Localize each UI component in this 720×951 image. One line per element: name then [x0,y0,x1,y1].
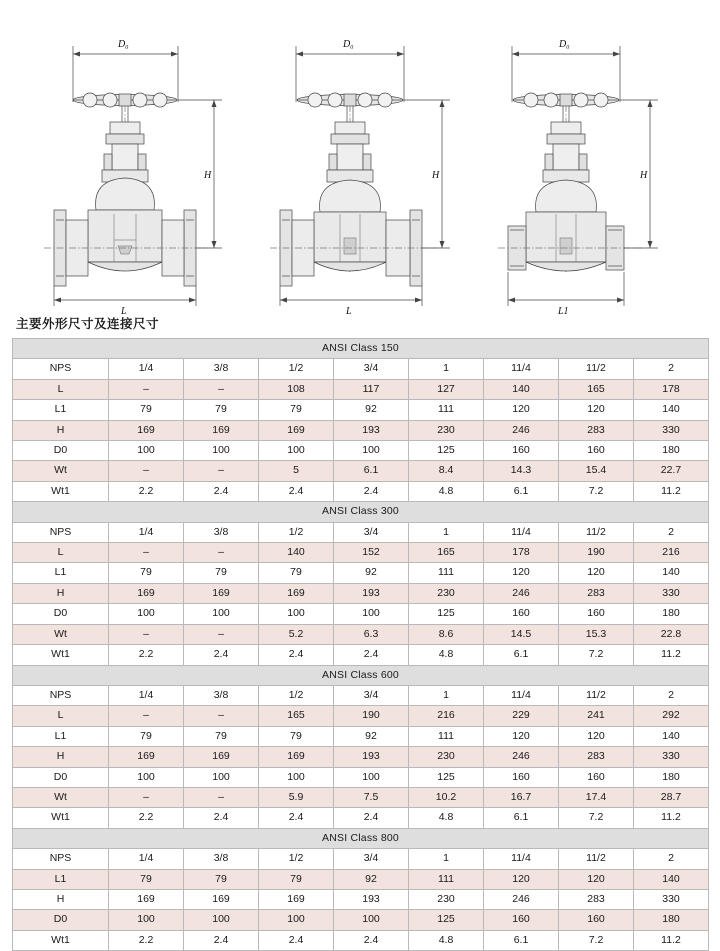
table-row [13,522,709,542]
table-cell: – [184,379,259,399]
table-cell: 169 [109,747,184,767]
table-cell: 169 [259,420,334,440]
table-cell: 160 [484,767,559,787]
table-cell: 4.8 [409,645,484,665]
row-label: L [13,379,109,399]
group-title: ANSI Class 800 [13,828,709,848]
table-cell: 11/2 [559,359,634,379]
table-cell: 193 [334,420,409,440]
table-cell: 3/4 [334,685,409,705]
table-cell: – [109,543,184,563]
table-cell: 178 [484,543,559,563]
table-cell: 169 [109,583,184,603]
table-cell: 169 [109,889,184,909]
table-cell: 140 [634,869,709,889]
table-cell: 4.8 [409,481,484,501]
table-cell: 3/4 [334,849,409,869]
table-cell: 120 [484,400,559,420]
table-row [13,400,709,420]
table-cell: 169 [109,420,184,440]
table-cell: 79 [184,400,259,420]
figure-flanged-gate-valve [246,14,474,314]
table-cell: 100 [259,910,334,930]
table-cell: 79 [109,869,184,889]
table-cell: 283 [559,583,634,603]
table-cell: 180 [634,441,709,461]
row-label: NPS [13,522,109,542]
table-cell: 1/4 [109,522,184,542]
table-group-header [13,502,709,522]
table-cell: 169 [184,583,259,603]
table-cell: 2.2 [109,645,184,665]
table-row [13,481,709,501]
table-cell: 140 [634,726,709,746]
table-cell: 193 [334,889,409,909]
row-label: D0 [13,910,109,930]
dim-label-h-2: H [432,170,440,181]
table-cell: 10.2 [409,787,484,807]
table-cell: 160 [484,910,559,930]
table-cell: 11.2 [634,645,709,665]
table-cell: – [184,706,259,726]
dim-label-l1-3: L1 [558,306,569,314]
row-label: Wt1 [13,808,109,828]
table-cell: 3/8 [184,849,259,869]
table-cell: 79 [109,563,184,583]
table-row [13,706,709,726]
table-cell: 92 [334,563,409,583]
table-cell: 111 [409,563,484,583]
table-cell: 100 [109,441,184,461]
table-cell: 2 [634,359,709,379]
table-cell: 125 [409,604,484,624]
table-cell: 120 [559,726,634,746]
table-cell: 2.4 [334,930,409,950]
table-group-header [13,339,709,359]
row-label: H [13,889,109,909]
group-title: ANSI Class 300 [13,502,709,522]
table-cell: 216 [409,706,484,726]
table-cell: 241 [559,706,634,726]
table-cell: 230 [409,747,484,767]
table-cell: – [109,787,184,807]
row-label: L [13,706,109,726]
table-cell: 180 [634,604,709,624]
table-cell: 1 [409,849,484,869]
table-cell: 100 [334,604,409,624]
table-group-header [13,828,709,848]
dim-label-l-1: L [121,306,127,314]
table-cell: 140 [484,379,559,399]
table-cell: 6.1 [484,481,559,501]
table-cell: 11/4 [484,522,559,542]
table-cell: 152 [334,543,409,563]
table-row [13,461,709,481]
table-cell: 2.2 [109,930,184,950]
table-row [13,869,709,889]
table-cell: 169 [184,420,259,440]
table-row [13,685,709,705]
table-cell: 169 [259,747,334,767]
table-cell: 100 [109,910,184,930]
table-cell: 92 [334,869,409,889]
row-label: Wt1 [13,930,109,950]
table-cell: 22.7 [634,461,709,481]
table-cell: 1/2 [259,685,334,705]
table-cell: 330 [634,889,709,909]
table-cell: 127 [409,379,484,399]
table-cell: 165 [559,379,634,399]
table-cell: 2.4 [259,808,334,828]
table-cell: – [109,461,184,481]
row-label: NPS [13,359,109,379]
table-cell: 292 [634,706,709,726]
table-cell: 79 [259,400,334,420]
table-cell: 7.2 [559,930,634,950]
table-cell: 11/4 [484,849,559,869]
table-cell: 100 [184,604,259,624]
table-cell: 330 [634,747,709,767]
table-cell: 125 [409,767,484,787]
table-cell: 3/8 [184,522,259,542]
table-cell: 1/2 [259,522,334,542]
dim-label-d0-2: $D_0$ [343,39,354,51]
table-cell: 2.4 [184,645,259,665]
table-cell: 125 [409,441,484,461]
table-cell: 4.8 [409,808,484,828]
row-label: D0 [13,604,109,624]
table-cell: 283 [559,420,634,440]
table-cell: 6.1 [484,808,559,828]
table-row [13,910,709,930]
table-cell: – [109,379,184,399]
table-cell: 3/4 [334,359,409,379]
table-cell: 180 [634,910,709,930]
table-cell: 5.2 [259,624,334,644]
row-label: H [13,747,109,767]
row-label: H [13,420,109,440]
table-cell: 8.6 [409,624,484,644]
table-cell: 2.4 [334,808,409,828]
table-cell: 246 [484,420,559,440]
table-cell: 22.8 [634,624,709,644]
table-cell: 178 [634,379,709,399]
table-cell: 2.4 [184,930,259,950]
table-row [13,420,709,440]
table-cell: 140 [634,563,709,583]
table-cell: 79 [259,726,334,746]
table-cell: 117 [334,379,409,399]
table-cell: 14.5 [484,624,559,644]
table-cell: 2 [634,685,709,705]
table-cell: 11/2 [559,522,634,542]
table-row [13,441,709,461]
row-label: Wt [13,624,109,644]
table-cell: 283 [559,747,634,767]
table-row [13,379,709,399]
figure-flanged-globe-valve [18,14,246,314]
table-cell: 180 [634,767,709,787]
table-row [13,808,709,828]
row-label: NPS [13,685,109,705]
table-cell: 6.3 [334,624,409,644]
row-label: L1 [13,563,109,583]
table-cell: – [109,706,184,726]
table-cell: 6.1 [334,461,409,481]
table-cell: 28.7 [634,787,709,807]
table-cell: 79 [184,869,259,889]
table-cell: 2 [634,849,709,869]
table-cell: 120 [559,563,634,583]
table-cell: 79 [109,726,184,746]
table-row [13,604,709,624]
group-title: ANSI Class 600 [13,665,709,685]
table-cell: 120 [484,726,559,746]
table-cell: 6.1 [484,645,559,665]
valve-drawing-3 [474,14,702,314]
table-cell: 14.3 [484,461,559,481]
table-cell: 79 [109,400,184,420]
table-cell: 246 [484,889,559,909]
table-cell: 246 [484,747,559,767]
table-cell: 3/4 [334,522,409,542]
table-cell: 100 [334,910,409,930]
row-label: L1 [13,400,109,420]
row-label: D0 [13,767,109,787]
table-row [13,543,709,563]
table-cell: 11/2 [559,685,634,705]
table-cell: 100 [184,910,259,930]
row-label: L1 [13,726,109,746]
table-cell: 2.4 [259,930,334,950]
table-cell: 190 [334,706,409,726]
table-cell: 169 [259,889,334,909]
table-cell: 11.2 [634,808,709,828]
table-row [13,767,709,787]
table-cell: 330 [634,420,709,440]
table-cell: 193 [334,583,409,603]
table-cell: 140 [634,400,709,420]
table-cell: 230 [409,889,484,909]
table-cell: 2.2 [109,808,184,828]
table-cell: 169 [184,889,259,909]
table-cell: 169 [184,747,259,767]
dim-label-d0-3: $D_0$ [559,39,570,51]
table-cell: 7.5 [334,787,409,807]
table-cell: 111 [409,869,484,889]
table-cell: 4.8 [409,930,484,950]
table-cell: 100 [109,604,184,624]
table-cell: 79 [184,563,259,583]
table-cell: 160 [559,441,634,461]
table-cell: 1/2 [259,849,334,869]
figure-threaded-gate-valve [474,14,702,314]
table-cell: 16.7 [484,787,559,807]
table-row [13,583,709,603]
table-cell: 1/4 [109,359,184,379]
table-cell: 3/8 [184,359,259,379]
table-cell: 2.4 [334,481,409,501]
table-cell: 283 [559,889,634,909]
valve-drawing-1 [18,14,246,314]
table-row [13,747,709,767]
table-row [13,930,709,950]
row-label: D0 [13,441,109,461]
table-cell: 216 [634,543,709,563]
table-cell: 111 [409,400,484,420]
table-cell: 100 [184,441,259,461]
drawing-row [12,0,708,312]
table-cell: 169 [259,583,334,603]
table-cell: 79 [184,726,259,746]
row-label: L1 [13,869,109,889]
table-cell: 100 [259,767,334,787]
table-cell: 160 [559,604,634,624]
row-label: L [13,543,109,563]
dim-label-h-1: H [204,170,212,181]
table-cell: 160 [484,441,559,461]
table-cell: 11.2 [634,481,709,501]
row-label: Wt1 [13,481,109,501]
table-cell: 108 [259,379,334,399]
dim-label-h-3: H [640,170,648,181]
table-cell: 2 [634,522,709,542]
table-cell: – [184,787,259,807]
table-cell: 2.4 [184,808,259,828]
table-row [13,889,709,909]
table-cell: 17.4 [559,787,634,807]
table-cell: 165 [259,706,334,726]
row-label: NPS [13,849,109,869]
table-cell: 246 [484,583,559,603]
dim-label-d0-1: $D_0$ [118,39,129,51]
table-cell: 15.4 [559,461,634,481]
table-cell: – [109,624,184,644]
table-cell: – [184,543,259,563]
dim-label-l-2: L [346,306,352,314]
table-cell: 2.4 [334,645,409,665]
table-cell: 92 [334,400,409,420]
table-cell: 1/2 [259,359,334,379]
table-row [13,359,709,379]
table-cell: 330 [634,583,709,603]
table-cell: 100 [334,767,409,787]
table-cell: 120 [484,563,559,583]
row-label: H [13,583,109,603]
table-cell: – [184,624,259,644]
table-row [13,645,709,665]
row-label: Wt [13,787,109,807]
table-row [13,849,709,869]
table-cell: 230 [409,583,484,603]
table-cell: – [184,461,259,481]
valve-drawing-2 [246,14,474,314]
table-cell: 7.2 [559,645,634,665]
table-cell: 1 [409,685,484,705]
table-cell: 11.2 [634,930,709,950]
table-cell: 1/4 [109,849,184,869]
table-cell: 100 [184,767,259,787]
table-cell: 6.1 [484,930,559,950]
table-cell: 160 [559,910,634,930]
table-cell: 79 [259,869,334,889]
table-cell: 2.4 [184,481,259,501]
table-cell: 100 [259,604,334,624]
table-cell: 79 [259,563,334,583]
dimensions-table [12,338,709,951]
table-cell: 11/4 [484,685,559,705]
table-cell: 3/8 [184,685,259,705]
table-cell: 100 [334,441,409,461]
table-cell: 160 [559,767,634,787]
table-cell: 120 [559,400,634,420]
table-group-header [13,665,709,685]
table-cell: 100 [109,767,184,787]
table-cell: 8.4 [409,461,484,481]
table-row [13,624,709,644]
table-cell: 11/4 [484,359,559,379]
table-cell: 100 [259,441,334,461]
table-cell: 120 [484,869,559,889]
row-label: Wt1 [13,645,109,665]
table-cell: 165 [409,543,484,563]
table-cell: 193 [334,747,409,767]
table-cell: 11/2 [559,849,634,869]
table-cell: 140 [259,543,334,563]
table-row [13,787,709,807]
table-cell: 1 [409,359,484,379]
table-cell: 5 [259,461,334,481]
table-cell: 190 [559,543,634,563]
group-title: ANSI Class 150 [13,339,709,359]
table-cell: 111 [409,726,484,746]
table-cell: 2.4 [259,481,334,501]
table-cell: 160 [484,604,559,624]
table-cell: 5.9 [259,787,334,807]
table-cell: 7.2 [559,481,634,501]
row-label: Wt [13,461,109,481]
table-cell: 7.2 [559,808,634,828]
table-cell: 120 [559,869,634,889]
table-cell: 125 [409,910,484,930]
table-cell: 1/4 [109,685,184,705]
table-cell: 92 [334,726,409,746]
table-cell: 1 [409,522,484,542]
table-row [13,563,709,583]
table-cell: 15.3 [559,624,634,644]
table-cell: 229 [484,706,559,726]
table-cell: 230 [409,420,484,440]
section-title: 主要外形尺寸及连接尺寸 [16,317,160,331]
table-cell: 2.2 [109,481,184,501]
table-row [13,726,709,746]
table-cell: 2.4 [259,645,334,665]
